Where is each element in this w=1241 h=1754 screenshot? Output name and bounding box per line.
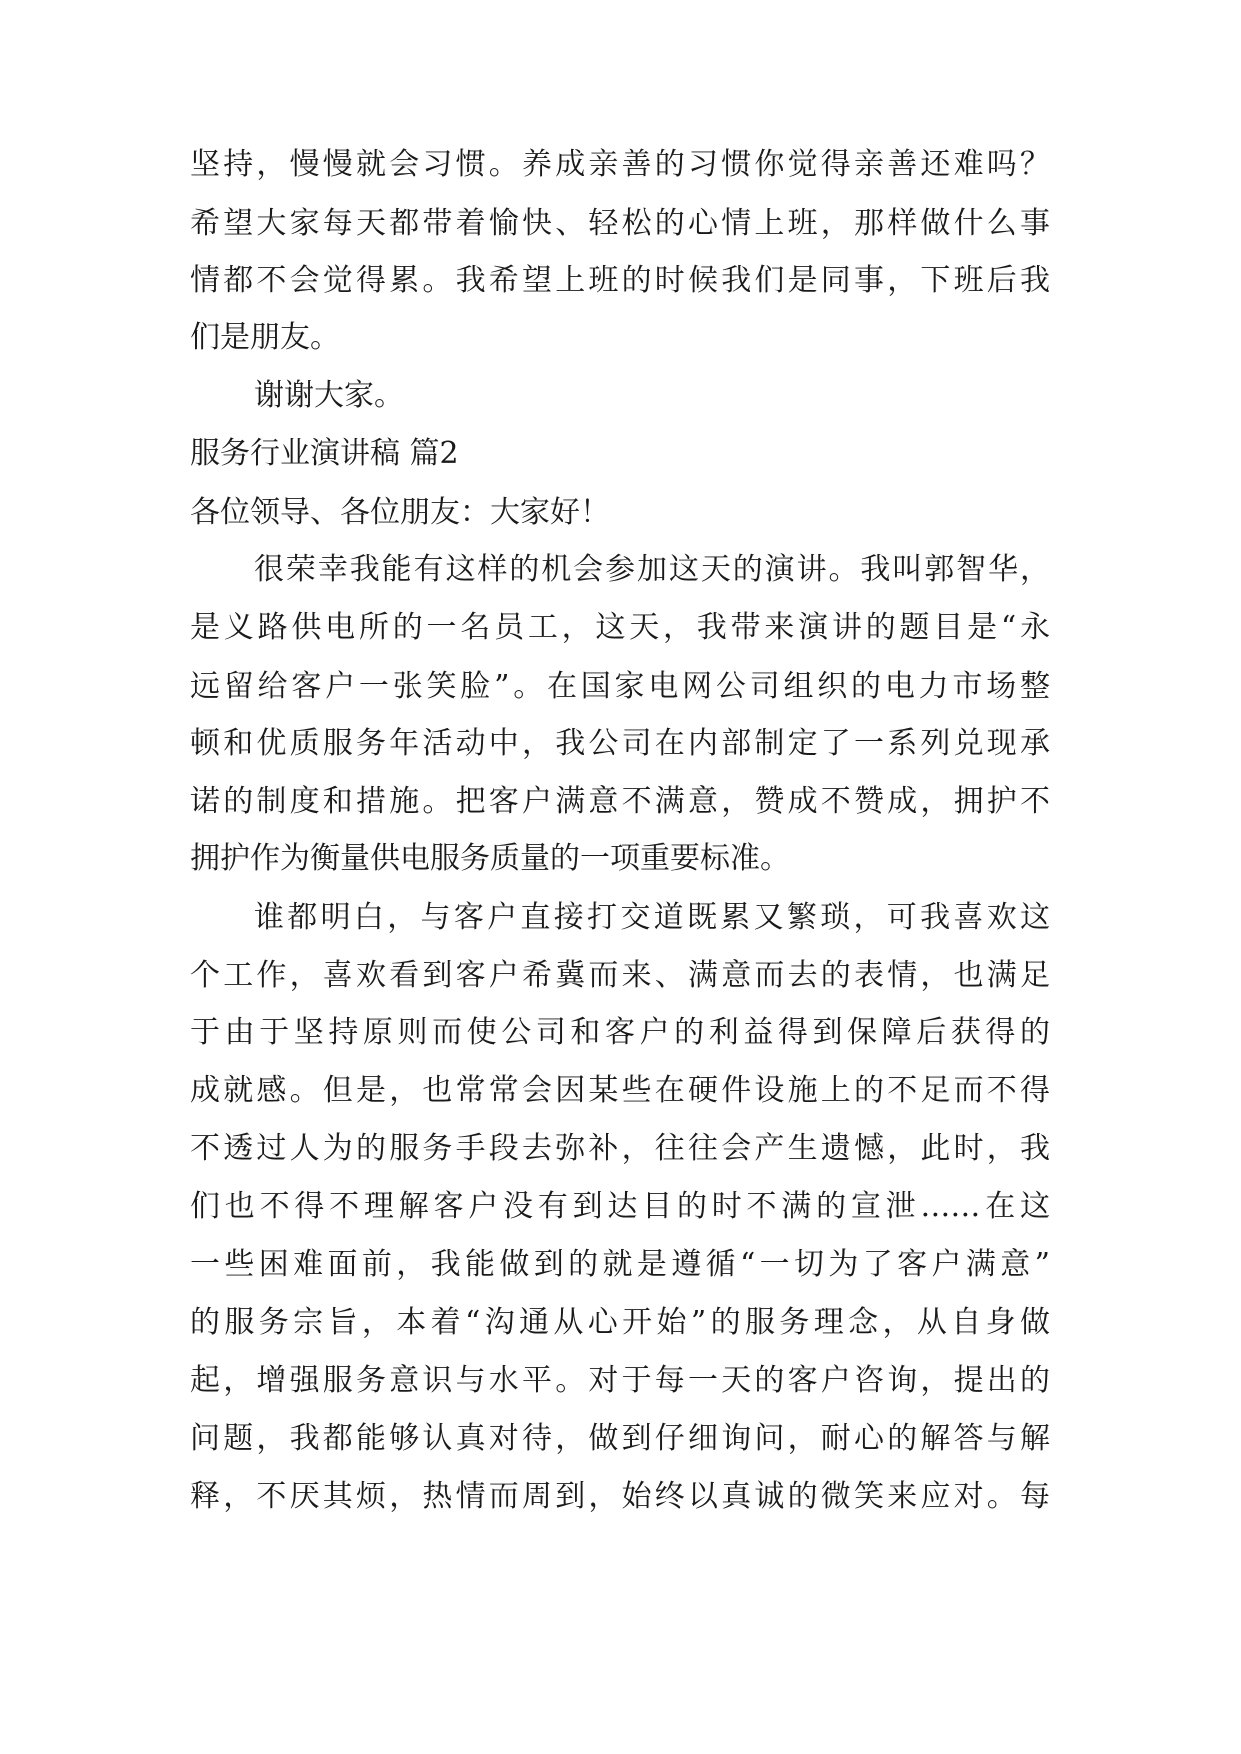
text-line: 于由于坚持原则而使公司和客户的利益得到保障后获得的 xyxy=(190,1015,1050,1050)
text-line: 不透过人为的服务手段去弥补，往往会产生遗憾，此时，我 xyxy=(190,1131,1050,1166)
text-line: 起，增强服务意识与水平。对于每一天的客户咨询，提出的 xyxy=(190,1363,1050,1398)
text-line: 的服务宗旨，本着“沟通从心开始”的服务理念，从自身做 xyxy=(190,1305,1050,1340)
text-line: 谢谢大家。 xyxy=(254,378,404,413)
text-line: 情都不会觉得累。我希望上班的时候我们是同事，下班后我 xyxy=(190,263,1050,298)
text-line: 一些困难面前，我能做到的就是遵循“一切为了客户满意” xyxy=(190,1247,1050,1282)
text-line: 很荣幸我能有这样的机会参加这天的演讲。我叫郭智华， xyxy=(254,552,1050,587)
text-line: 个工作，喜欢看到客户希冀而来、满意而去的表情，也满足 xyxy=(190,958,1050,993)
text-line: 是义路供电所的一名员工，这天，我带来演讲的题目是“永 xyxy=(190,610,1050,645)
text-line: 成就感。但是，也常常会因某些在硬件设施上的不足而不得 xyxy=(190,1073,1050,1108)
text-line: 远留给客户一张笑脸”。在国家电网公司组织的电力市场整 xyxy=(190,669,1050,704)
text-line: 拥护作为衡量供电服务质量的一项重要标准。 xyxy=(190,841,790,876)
text-line: 们是朋友。 xyxy=(190,320,340,355)
text-line: 坚持，慢慢就会习惯。养成亲善的习惯你觉得亲善还难吗？ xyxy=(190,147,1050,182)
text-line: 谁都明白，与客户直接打交道既累又繁琐，可我喜欢这 xyxy=(254,900,1050,935)
text-line: 诺的制度和措施。把客户满意不满意，赞成不赞成，拥护不 xyxy=(190,784,1050,819)
text-line: 希望大家每天都带着愉快、轻松的心情上班，那样做什么事 xyxy=(190,206,1050,241)
text-line: 顿和优质服务年活动中，我公司在内部制定了一系列兑现承 xyxy=(190,726,1050,761)
text-line: 问题，我都能够认真对待，做到仔细询问，耐心的解答与解 xyxy=(190,1421,1050,1456)
text-line: 们也不得不理解客户没有到达目的时不满的宣泄……在这 xyxy=(190,1189,1050,1224)
text-line: 释，不厌其烦，热情而周到，始终以真诚的微笑来应对。每 xyxy=(190,1479,1050,1514)
section-heading: 服务行业演讲稿 篇2 xyxy=(190,436,459,471)
salutation: 各位领导、各位朋友：大家好！ xyxy=(190,495,610,530)
